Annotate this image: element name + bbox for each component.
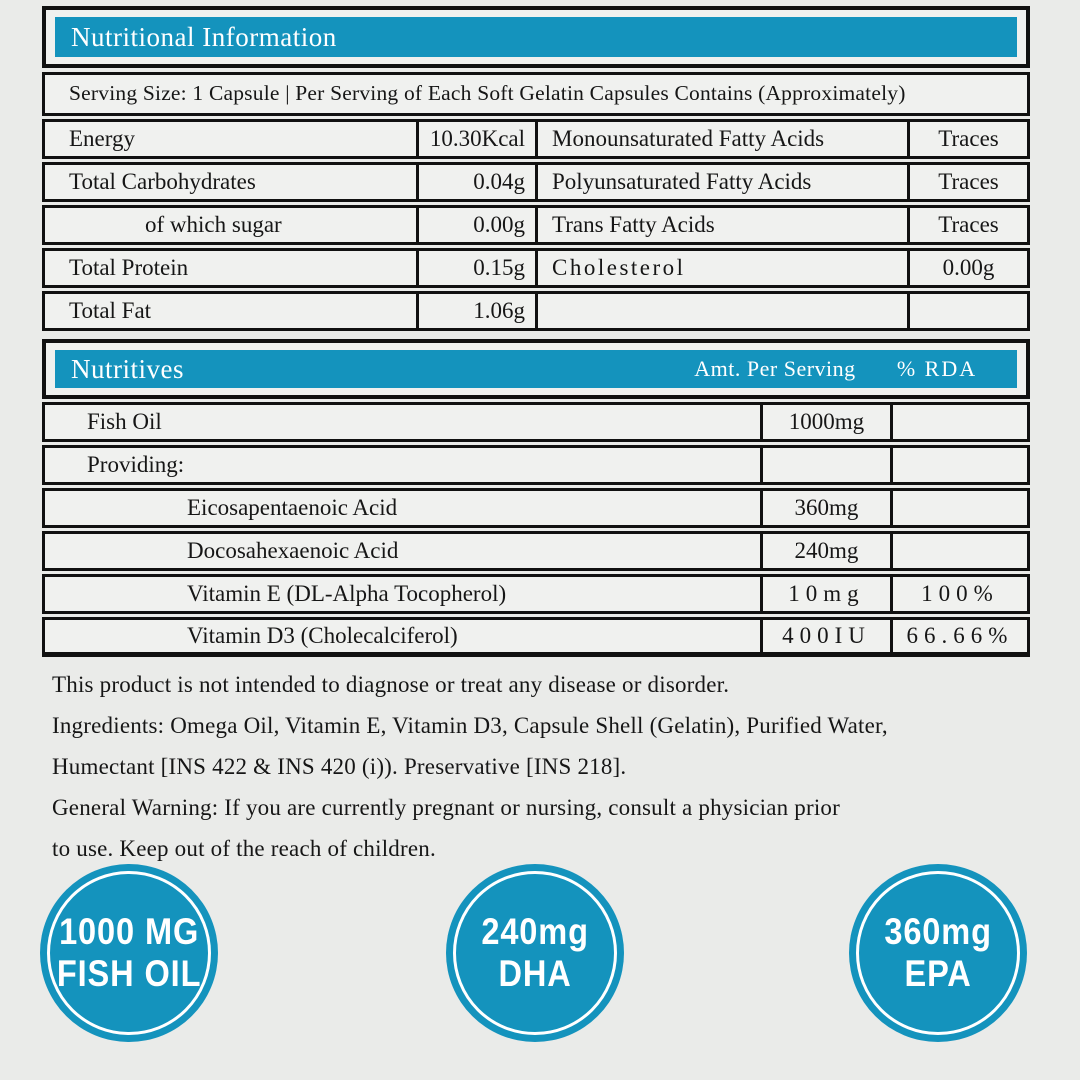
badge-line1: 360mg [884,911,992,952]
warning-text-line2: to use. Keep out of the reach of children. [52,836,436,861]
table-row [42,205,1030,245]
macro-value-cell: Traces [907,208,1027,242]
nutritive-amount-cell: 1000mg [760,405,890,439]
nutritional-information-header [55,17,1017,57]
macro-value-cell: 0.04g [416,165,535,199]
macro-value-cell: 1.06g [416,294,535,328]
badge-line2: EPA [904,953,972,994]
nutritive-amount-cell: 10mg [760,577,890,611]
badge-line2: DHA [498,953,572,994]
label-sheet [42,6,1030,878]
rda-column-header: % RDA [896,356,978,381]
table-row [42,531,1030,571]
nutritive-rda-cell [890,534,1027,568]
fish-oil-badge [40,864,218,1042]
nutritive-amount-cell [760,448,890,482]
badge-line2: FISH OIL [56,953,202,994]
macro-label-cell: Cholesterol [535,251,907,285]
table-row [42,617,1030,657]
table-row [42,119,1030,159]
macro-table [42,119,1030,331]
epa-badge [849,864,1027,1042]
macro-value-cell [907,294,1027,328]
dha-badge-text [481,911,589,995]
macro-value-cell: 10.30Kcal [416,122,535,156]
table-row [42,445,1030,485]
dha-badge [446,864,624,1042]
macro-label-cell: Energy [69,126,136,151]
table-row [42,574,1030,614]
macro-label-cell: Polyunsaturated Fatty Acids [535,165,907,199]
badge-line1: 240mg [481,911,589,952]
nutritives-table [42,402,1030,657]
warning-text-line1: General Warning: If you are currently pregnant or nursing, consult a physician prior [52,795,840,820]
amt-per-serving-column-header: Amt. Per Serving [694,356,856,381]
ingredients-text-line2: Humectant [INS 422 & INS 420 (i)). Preservative [INS 218]. [52,754,627,779]
nutritive-label-cell: Docosahexaenoic Acid [187,538,399,563]
macro-value-cell: 0.00g [416,208,535,242]
table-row [42,162,1030,202]
nutritive-label-cell: Vitamin D3 (Cholecalciferol) [187,623,458,648]
nutritive-rda-cell: 100% [890,577,1027,611]
macro-label-cell: Total Fat [69,298,152,323]
nutritive-label-cell: Vitamin E (DL-Alpha Tocopherol) [187,581,507,606]
nutritives-title: Nutritives [71,353,184,384]
fish-oil-badge-text [57,911,202,995]
serving-size-row [42,72,1030,116]
table-row [42,291,1030,331]
macro-value-cell: 0.00g [907,251,1027,285]
nutritives-header [55,350,1017,388]
nutritive-rda-cell [890,448,1027,482]
table-row [42,488,1030,528]
macro-label-cell: Trans Fatty Acids [535,208,907,242]
macro-label-cell: Total Protein [69,255,189,280]
table-row [42,402,1030,442]
nutritive-rda-cell: 66.66% [890,620,1027,652]
macro-value-cell: Traces [907,165,1027,199]
nutritive-rda-cell [890,405,1027,439]
macro-value-cell: 0.15g [416,251,535,285]
nutritive-label-cell: Eicosapentaenoic Acid [187,495,398,520]
nutritives-header-frame [42,339,1030,399]
macro-label-cell: Monounsaturated Fatty Acids [535,122,907,156]
serving-size-text: Serving Size: 1 Capsule | Per Serving of Each Soft Gelatin Capsules Contains (Approximately) [69,81,906,105]
macro-label-cell [535,294,907,328]
nutritive-amount-cell: 360mg [760,491,890,525]
macro-label-cell: of which sugar [145,212,282,237]
nutritional-information-header-frame [42,6,1030,68]
epa-badge-text [884,911,992,995]
ingredients-text-line1: Ingredients: Omega Oil, Vitamin E, Vitamin D3, Capsule Shell (Gelatin), Purified Water, [52,713,888,738]
nutritive-amount-cell: 240mg [760,534,890,568]
badge-line1: 1000 MG [58,911,200,952]
nutritive-amount-cell: 400IU [760,620,890,652]
disclaimer-text: This product is not intended to diagnose or treat any disease or disorder. [52,672,730,697]
footer-text-block [52,673,1030,860]
macro-value-cell: Traces [907,122,1027,156]
nutritive-label-cell: Fish Oil [87,409,162,434]
page-title: Nutritional Information [71,21,337,52]
nutritive-label-cell: Providing: [87,452,185,477]
table-row [42,248,1030,288]
macro-label-cell: Total Carbohydrates [69,169,256,194]
nutritive-rda-cell [890,491,1027,525]
